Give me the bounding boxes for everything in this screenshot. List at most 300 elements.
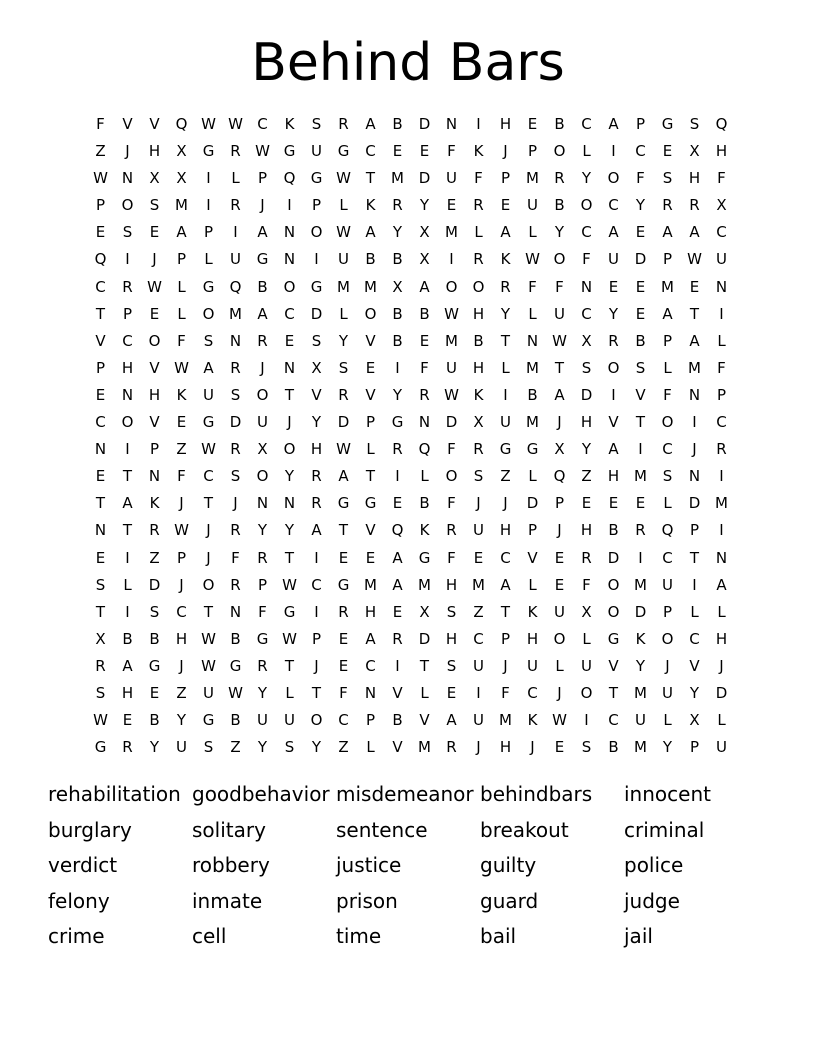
grid-letter: E — [95, 548, 106, 567]
grid-letter: F — [447, 548, 456, 567]
grid-row — [87, 630, 735, 657]
grid-letter: F — [258, 602, 267, 621]
grid-letter: W — [255, 142, 270, 161]
grid-letter: N — [688, 467, 701, 486]
grid-letter: R — [122, 277, 133, 296]
grid-letter: R — [473, 196, 484, 215]
grid-letter: V — [311, 385, 322, 404]
grid-letter: F — [582, 575, 591, 594]
grid-letter: G — [202, 413, 215, 432]
grid-letter: H — [688, 169, 701, 188]
grid-letter: P — [716, 385, 727, 404]
grid-letter: K — [500, 250, 511, 269]
grid-letter: B — [473, 331, 484, 350]
grid-letter: J — [557, 413, 562, 432]
grid-letter: C — [581, 304, 592, 323]
grid-letter: X — [554, 440, 565, 459]
grid-letter: R — [230, 575, 241, 594]
grid-letter: D — [418, 169, 431, 188]
grid-letter: B — [230, 711, 241, 730]
grid-letter: W — [444, 385, 459, 404]
grid-letter: D — [418, 115, 431, 133]
grid-letter: S — [311, 115, 322, 133]
grid-letter: H — [148, 385, 161, 404]
grid-letter: Q — [283, 169, 296, 188]
grid-letter: M — [364, 277, 377, 296]
grid-letter: F — [501, 683, 510, 702]
grid-letter: U — [635, 711, 646, 730]
grid-letter: O — [445, 467, 458, 486]
grid-letter: R — [338, 602, 349, 621]
grid-letter: S — [230, 385, 241, 404]
word-list-item: robbery — [192, 853, 270, 878]
letter-grid — [87, 115, 735, 765]
word-list-item: guard — [480, 888, 539, 913]
grid-letter: J — [557, 683, 562, 702]
word-list-item: innocent — [624, 782, 711, 806]
grid-letter: C — [581, 223, 592, 242]
grid-letter: G — [229, 656, 242, 675]
grid-letter: T — [608, 683, 619, 702]
grid-letter: T — [365, 169, 376, 188]
grid-letter: P — [527, 521, 538, 540]
grid-letter: U — [446, 169, 457, 188]
grid-letter: F — [447, 494, 456, 513]
grid-letter: M — [634, 575, 647, 594]
grid-letter: Y — [311, 738, 322, 757]
grid-row — [87, 494, 735, 521]
grid-letter: U — [338, 250, 349, 269]
grid-letter: Y — [662, 738, 673, 757]
grid-letter: T — [284, 656, 295, 675]
grid-letter: R — [446, 521, 457, 540]
grid-letter: R — [473, 440, 484, 459]
grid-letter: R — [662, 196, 673, 215]
grid-letter: F — [663, 385, 672, 404]
grid-letter: D — [634, 602, 647, 621]
grid-letter: R — [608, 331, 619, 350]
grid-letter: U — [473, 656, 484, 675]
grid-letter: A — [446, 711, 457, 730]
grid-letter: T — [500, 602, 511, 621]
grid-letter: N — [94, 440, 107, 459]
grid-letter: V — [149, 358, 160, 377]
grid-letter: I — [611, 385, 616, 404]
grid-letter: C — [365, 656, 376, 675]
grid-letter: L — [420, 467, 429, 486]
grid-letter: C — [608, 711, 619, 730]
grid-letter: S — [149, 602, 160, 621]
grid-letter: R — [392, 196, 403, 215]
grid-row — [87, 603, 735, 630]
grid-letter: F — [96, 115, 105, 133]
grid-letter: Y — [419, 196, 430, 215]
grid-letter: K — [473, 385, 484, 404]
grid-letter: N — [418, 413, 431, 432]
grid-letter: E — [149, 304, 160, 323]
grid-letter: T — [122, 467, 133, 486]
grid-letter: J — [476, 738, 481, 757]
grid-letter: X — [95, 629, 106, 648]
grid-letter: O — [148, 331, 161, 350]
grid-letter: O — [607, 358, 620, 377]
grid-letter: L — [366, 738, 375, 757]
grid-letter: U — [176, 738, 187, 757]
grid-letter: W — [282, 629, 297, 648]
grid-letter: S — [203, 738, 214, 757]
grid-letter: A — [311, 521, 322, 540]
grid-letter: E — [338, 656, 349, 675]
grid-letter: T — [635, 413, 646, 432]
grid-letter: O — [121, 196, 134, 215]
grid-letter: J — [719, 656, 724, 675]
grid-letter: C — [581, 115, 592, 133]
grid-letter: A — [257, 304, 268, 323]
grid-letter: R — [230, 440, 241, 459]
grid-letter: M — [526, 169, 539, 188]
grid-letter: S — [662, 169, 673, 188]
grid-letter: I — [503, 385, 508, 404]
grid-letter: R — [230, 196, 241, 215]
grid-letter: T — [203, 602, 214, 621]
grid-letter: B — [419, 494, 430, 513]
grid-letter: G — [310, 169, 323, 188]
grid-letter: G — [661, 115, 674, 133]
grid-letter: G — [148, 656, 161, 675]
grid-letter: P — [689, 738, 700, 757]
grid-letter: A — [608, 440, 619, 459]
grid-letter: L — [528, 223, 537, 242]
grid-letter: U — [662, 575, 673, 594]
grid-letter: L — [123, 575, 132, 594]
grid-letter: X — [257, 440, 268, 459]
grid-letter: U — [230, 250, 241, 269]
grid-row — [87, 115, 735, 142]
grid-letter: V — [149, 413, 160, 432]
grid-letter: R — [95, 656, 106, 675]
grid-letter: I — [611, 142, 616, 161]
word-list-item: breakout — [480, 817, 569, 842]
grid-letter: F — [447, 440, 456, 459]
grid-letter: L — [582, 629, 591, 648]
grid-letter: Z — [500, 467, 511, 486]
grid-letter: W — [444, 304, 459, 323]
grid-letter: U — [662, 683, 673, 702]
grid-letter: U — [257, 711, 268, 730]
grid-letter: U — [446, 358, 457, 377]
grid-letter: L — [555, 656, 564, 675]
grid-row — [87, 196, 735, 223]
grid-letter: T — [419, 656, 430, 675]
grid-letter: E — [284, 331, 295, 350]
grid-letter: R — [311, 494, 322, 513]
grid-letter: T — [203, 494, 214, 513]
grid-letter: E — [689, 277, 700, 296]
grid-letter: A — [257, 223, 268, 242]
grid-letter: G — [391, 413, 404, 432]
grid-letter: Q — [391, 521, 404, 540]
word-list-item: justice — [336, 853, 402, 878]
grid-letter: C — [338, 711, 349, 730]
grid-letter: W — [228, 115, 243, 133]
grid-letter: N — [94, 521, 107, 540]
grid-row — [87, 467, 735, 494]
grid-letter: K — [527, 602, 538, 621]
grid-letter: U — [500, 413, 511, 432]
grid-letter: W — [201, 115, 216, 133]
grid-letter: H — [148, 142, 161, 161]
word-list-item: police — [624, 853, 684, 878]
grid-letter: J — [287, 413, 292, 432]
grid-letter: L — [663, 494, 672, 513]
grid-letter: A — [608, 223, 619, 242]
grid-letter: G — [337, 142, 350, 161]
grid-letter: O — [607, 575, 620, 594]
grid-letter: Y — [635, 196, 646, 215]
grid-letter: A — [500, 223, 511, 242]
grid-letter: O — [607, 169, 620, 188]
grid-letter: M — [418, 738, 431, 757]
grid-letter: X — [419, 250, 430, 269]
grid-letter: C — [662, 440, 673, 459]
grid-letter: D — [229, 413, 242, 432]
grid-row — [87, 738, 735, 765]
grid-letter: L — [285, 683, 294, 702]
grid-letter: A — [122, 494, 133, 513]
grid-letter: K — [527, 711, 538, 730]
grid-letter: U — [257, 413, 268, 432]
grid-letter: I — [125, 440, 130, 459]
grid-letter: B — [635, 331, 646, 350]
grid-letter: E — [95, 467, 106, 486]
grid-letter: H — [175, 629, 188, 648]
grid-letter: B — [554, 115, 565, 133]
grid-letter: N — [229, 331, 242, 350]
grid-letter: R — [689, 196, 700, 215]
grid-row — [87, 684, 735, 711]
grid-letter: R — [473, 250, 484, 269]
grid-letter: J — [557, 521, 562, 540]
grid-letter: L — [339, 196, 348, 215]
grid-letter: D — [418, 629, 431, 648]
grid-letter: D — [688, 494, 701, 513]
grid-row — [87, 521, 735, 548]
grid-letter: R — [311, 467, 322, 486]
grid-letter: W — [282, 575, 297, 594]
grid-letter: F — [231, 548, 240, 567]
grid-letter: Z — [95, 142, 106, 161]
grid-letter: P — [176, 548, 187, 567]
grid-letter: S — [311, 331, 322, 350]
grid-letter: E — [608, 277, 619, 296]
grid-letter: L — [501, 358, 510, 377]
grid-letter: V — [149, 115, 160, 133]
word-list-item: sentence — [336, 817, 428, 842]
grid-letter: H — [499, 115, 512, 133]
grid-letter: M — [526, 413, 539, 432]
grid-letter: M — [526, 358, 539, 377]
grid-letter: S — [446, 656, 457, 675]
grid-letter: E — [122, 711, 133, 730]
grid-letter: C — [635, 142, 646, 161]
grid-letter: I — [206, 169, 211, 188]
grid-letter: E — [392, 602, 403, 621]
grid-letter: Q — [229, 277, 242, 296]
grid-letter: E — [365, 358, 376, 377]
grid-letter: W — [687, 250, 702, 269]
grid-letter: W — [201, 440, 216, 459]
grid-letter: E — [554, 575, 565, 594]
grid-letter: X — [473, 413, 484, 432]
grid-letter: Y — [392, 385, 403, 404]
grid-letter: D — [607, 548, 620, 567]
grid-row — [87, 142, 735, 169]
grid-letter: U — [203, 385, 214, 404]
grid-letter: H — [364, 602, 377, 621]
grid-letter: S — [662, 467, 673, 486]
grid-letter: M — [418, 575, 431, 594]
grid-letter: U — [554, 304, 565, 323]
grid-letter: X — [392, 277, 403, 296]
grid-letter: C — [257, 115, 268, 133]
grid-letter: E — [554, 548, 565, 567]
grid-letter: V — [365, 521, 376, 540]
grid-letter: Y — [581, 440, 592, 459]
grid-letter: I — [395, 656, 400, 675]
grid-letter: B — [149, 629, 160, 648]
grid-letter: G — [526, 440, 539, 459]
page-title: Behind Bars — [251, 33, 565, 93]
grid-letter: V — [419, 711, 430, 730]
grid-letter: Q — [553, 467, 566, 486]
grid-letter: H — [121, 358, 134, 377]
grid-letter: H — [445, 575, 458, 594]
grid-letter: E — [149, 683, 160, 702]
grid-letter: X — [716, 196, 727, 215]
grid-letter: I — [638, 440, 643, 459]
grid-letter: Y — [500, 304, 511, 323]
grid-letter: D — [337, 413, 350, 432]
grid-letter: C — [203, 467, 214, 486]
grid-letter: V — [608, 413, 619, 432]
grid-letter: Y — [392, 223, 403, 242]
grid-letter: S — [95, 575, 106, 594]
grid-letter: M — [688, 358, 701, 377]
grid-letter: G — [310, 277, 323, 296]
grid-letter: P — [203, 223, 214, 242]
grid-letter: E — [392, 494, 403, 513]
grid-letter: W — [201, 629, 216, 648]
grid-letter: A — [203, 358, 214, 377]
grid-letter: H — [607, 467, 620, 486]
grid-letter: Q — [418, 440, 431, 459]
grid-letter: V — [392, 683, 403, 702]
grid-letter: J — [503, 142, 508, 161]
grid-letter: A — [716, 575, 727, 594]
grid-letter: E — [338, 629, 349, 648]
grid-letter: A — [662, 223, 673, 242]
grid-letter: M — [445, 331, 458, 350]
grid-letter: O — [661, 413, 674, 432]
grid-letter: F — [447, 142, 456, 161]
grid-row — [87, 440, 735, 467]
grid-letter: J — [125, 142, 130, 161]
grid-letter: R — [338, 385, 349, 404]
grid-letter: P — [95, 196, 106, 215]
grid-letter: N — [121, 169, 134, 188]
grid-letter: B — [392, 250, 403, 269]
grid-letter: U — [284, 711, 295, 730]
grid-letter: G — [202, 142, 215, 161]
grid-letter: X — [149, 169, 160, 188]
grid-letter: A — [122, 656, 133, 675]
grid-letter: K — [635, 629, 646, 648]
grid-letter: I — [638, 548, 643, 567]
grid-letter: E — [365, 548, 376, 567]
word-list-item: jail — [624, 924, 653, 949]
grid-letter: K — [284, 115, 295, 133]
grid-letter: L — [663, 358, 672, 377]
grid-row — [87, 332, 735, 359]
grid-letter: O — [283, 440, 296, 459]
grid-letter: T — [95, 602, 106, 621]
grid-letter: P — [365, 711, 376, 730]
grid-letter: V — [689, 656, 700, 675]
grid-letter: S — [149, 196, 160, 215]
grid-letter: W — [174, 521, 189, 540]
grid-letter: P — [662, 250, 673, 269]
grid-letter: B — [392, 331, 403, 350]
grid-letter: C — [716, 223, 727, 242]
grid-letter: D — [310, 304, 323, 323]
grid-letter: G — [202, 711, 215, 730]
grid-letter: C — [608, 196, 619, 215]
grid-letter: R — [554, 169, 565, 188]
grid-letter: B — [230, 629, 241, 648]
grid-letter: Y — [554, 223, 565, 242]
grid-letter: C — [284, 304, 295, 323]
grid-letter: B — [419, 304, 430, 323]
grid-letter: J — [179, 494, 184, 513]
grid-letter: L — [339, 304, 348, 323]
grid-letter: P — [257, 169, 268, 188]
word-list-item: cell — [192, 924, 227, 949]
grid-letter: M — [175, 196, 188, 215]
grid-letter: O — [202, 575, 215, 594]
grid-letter: O — [256, 385, 269, 404]
grid-row — [87, 250, 735, 277]
grid-letter: M — [364, 575, 377, 594]
grid-letter: V — [365, 385, 376, 404]
grid-letter: V — [635, 385, 646, 404]
grid-letter: F — [177, 467, 186, 486]
grid-letter: R — [149, 521, 160, 540]
grid-letter: M — [499, 711, 512, 730]
grid-letter: M — [715, 494, 728, 513]
grid-letter: O — [310, 223, 323, 242]
grid-letter: C — [527, 683, 538, 702]
grid-letter: I — [233, 223, 238, 242]
grid-letter: Y — [689, 683, 700, 702]
grid-letter: R — [257, 656, 268, 675]
grid-letter: W — [336, 223, 351, 242]
grid-letter: G — [337, 575, 350, 594]
grid-letter: O — [283, 277, 296, 296]
grid-letter: R — [257, 548, 268, 567]
grid-letter: Y — [581, 169, 592, 188]
grid-letter: Q — [94, 250, 107, 269]
grid-letter: A — [176, 223, 187, 242]
